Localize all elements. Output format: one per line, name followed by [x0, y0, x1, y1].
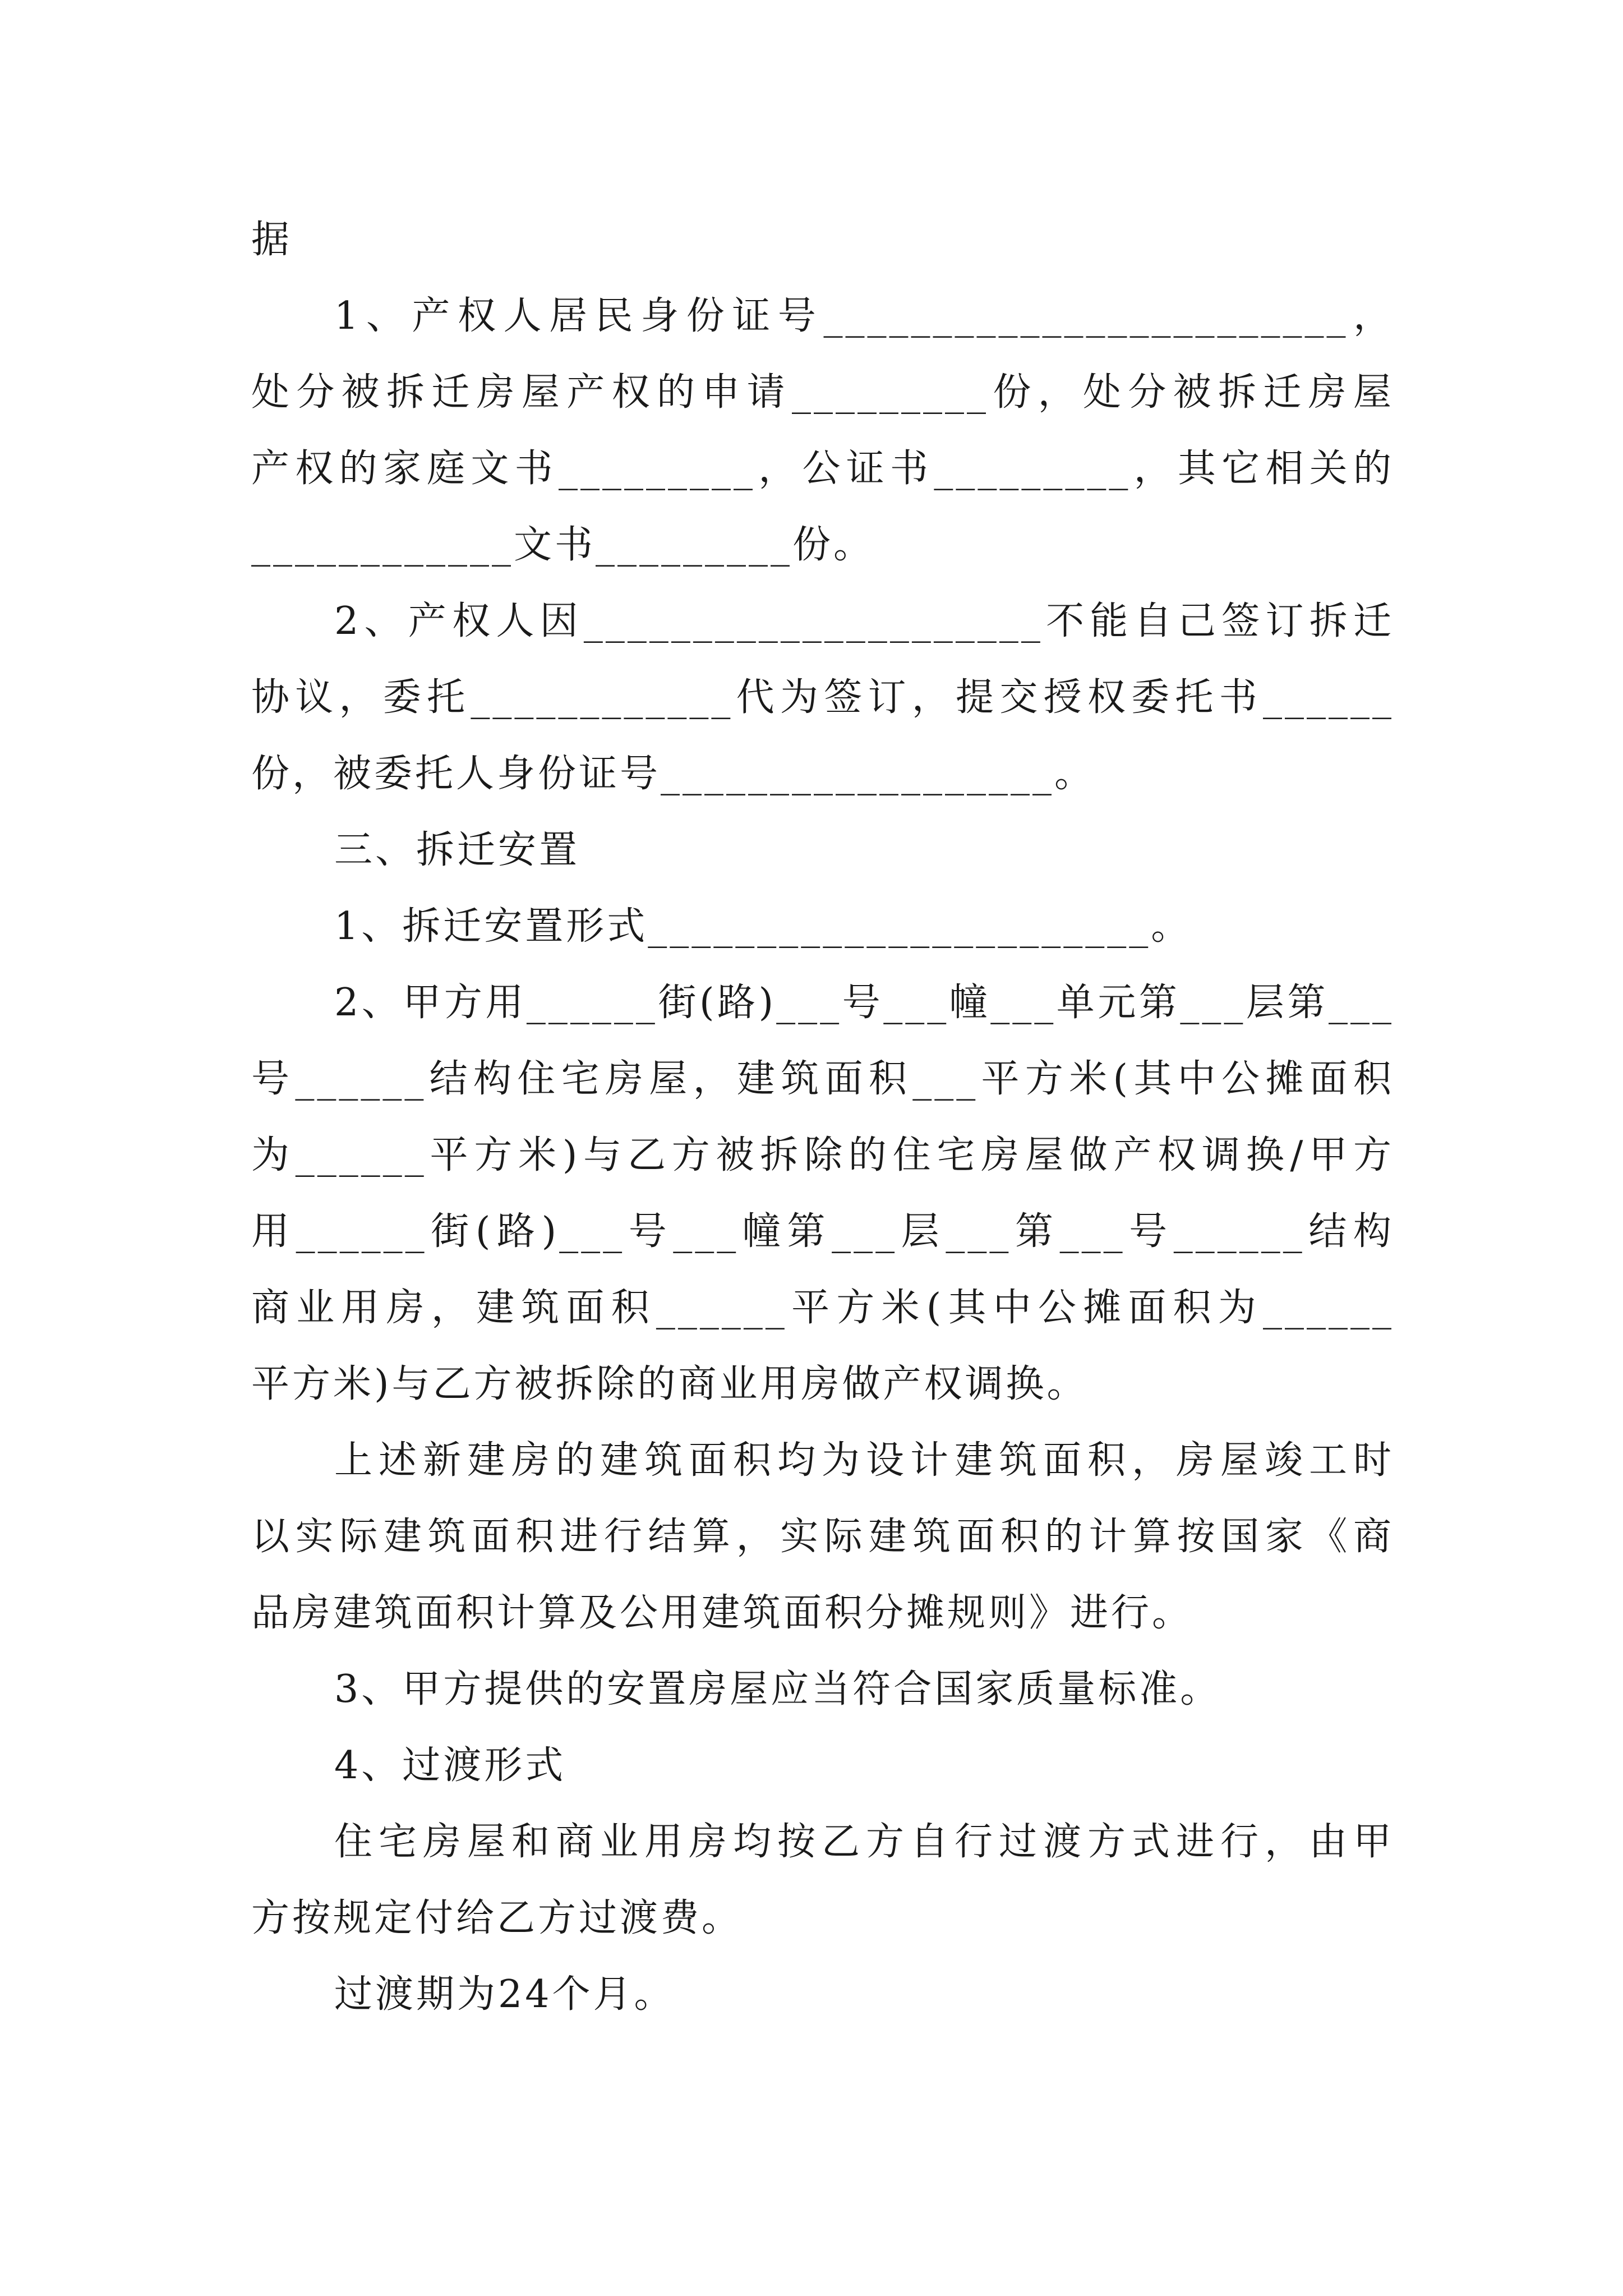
text-line: 份，被委托人身份证号__________________。 — [251, 752, 1096, 796]
text-line: 为______平方米)与乙方被拆除的住宅房屋做产权调换/甲方 — [251, 1133, 1394, 1177]
text-line: 3、甲方提供的安置房屋应当符合国家质量标准。 — [334, 1667, 1221, 1711]
text-line: 据 — [251, 218, 293, 262]
text-line: 号______结构住宅房屋，建筑面积___平方米(其中公摊面积 — [251, 1057, 1394, 1101]
text-line: 以实际建筑面积进行结算，实际建筑面积的计算按国家《商 — [251, 1515, 1394, 1559]
text-line: 住宅房屋和商业用房均按乙方自行过渡方式进行，由甲 — [334, 1820, 1394, 1864]
text-line: 用______街(路)___号___幢第___层___第___号______结构 — [251, 1209, 1394, 1254]
text-line: 过渡期为24个月。 — [334, 1972, 675, 2017]
text-line: 产权的家庭文书_________，公证书_________，其它相关的 — [251, 447, 1394, 491]
document-body — [251, 202, 1394, 2033]
text-line: 1、产权人居民身份证号________________________， — [334, 294, 1394, 338]
text-line: 三、拆迁安置 — [334, 828, 580, 872]
text-line: 上述新建房的建筑面积均为设计建筑面积，房屋竣工时 — [334, 1438, 1394, 1483]
text-line: ____________文书_________份。 — [251, 523, 875, 567]
text-line: 2、产权人因_____________________不能自己签订拆迁 — [334, 599, 1394, 643]
text-line: 方按规定付给乙方过渡费。 — [251, 1896, 743, 1940]
text-line: 4、过渡形式 — [334, 1743, 566, 1788]
text-line: 品房建筑面积计算及公用建筑面积分摊规则》进行。 — [251, 1591, 1193, 1635]
text-line: 2、甲方用______街(路)___号___幢___单元第___层第___ — [334, 981, 1394, 1025]
text-line: 平方米)与乙方被拆除的商业用房做产权调换。 — [251, 1362, 1088, 1406]
text-line: 1、拆迁安置形式_______________________。 — [334, 904, 1192, 949]
text-line: 协议，委托____________代为签订，提交授权委托书______ — [251, 675, 1394, 720]
text-line: 处分被拆迁房屋产权的申请_________份，处分被拆迁房屋 — [251, 370, 1394, 415]
text-line: 商业用房，建筑面积______平方米(其中公摊面积为______ — [251, 1286, 1394, 1330]
